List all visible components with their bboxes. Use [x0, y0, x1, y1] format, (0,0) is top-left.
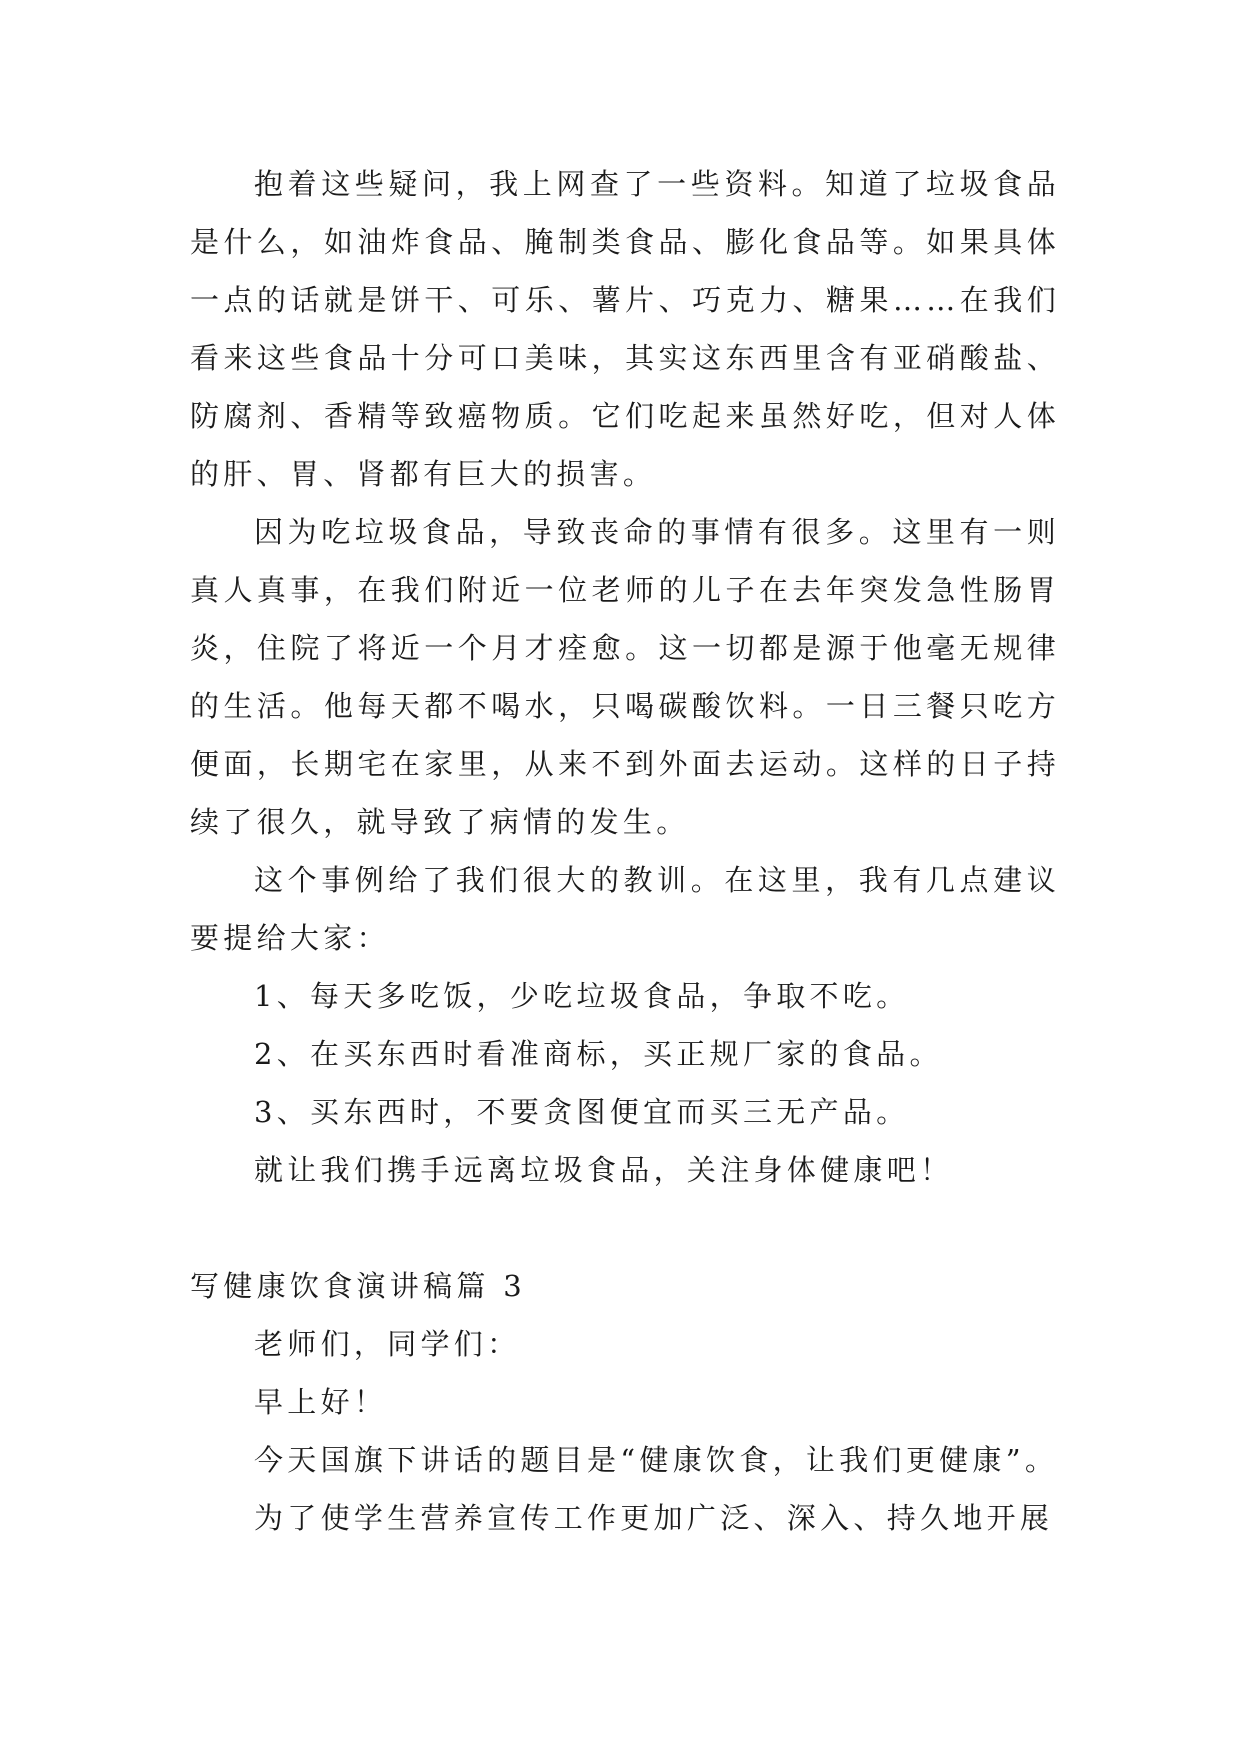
speech-greeting: 老师们，同学们： [254, 1327, 521, 1361]
section-title: 写健康饮食演讲稿篇 3 [190, 1269, 526, 1303]
suggestion-item-1: 1、每天多吃饭，少吃垃圾食品，争取不吃。 [254, 979, 910, 1013]
section-spacer [190, 1199, 1060, 1257]
suggestion-item-2: 2、在买东西时看准商标，买正规厂家的食品。 [254, 1037, 943, 1071]
paragraph-true-story: 因为吃垃圾食品，导致丧命的事情有很多。这里有一则真人真事，在我们附近一位老师的儿子在去年突发急性肠胃炎，住院了将近一个月才痊愈。这一切都是源于他毫无规律的生活。他每天都不喝水，只喝碳酸饮料。一日三餐只吃方便面，长期宅在家里，从来不到外面去运动。这样的日子持续了很久，就导致了病情的发生。 [190, 515, 1060, 839]
suggestion-item-3: 3、买东西时，不要贪图便宜而买三无产品。 [254, 1095, 910, 1129]
speech-topic: 今天国旗下讲话的题目是“健康饮食，让我们更健康”。 [254, 1443, 1059, 1477]
closing-line: 就让我们携手远离垃圾食品，关注身体健康吧！ [254, 1153, 954, 1187]
speech-opening: 为了使学生营养宣传工作更加广泛、深入、持久地开展 [254, 1501, 1054, 1535]
document-body [190, 155, 1060, 1547]
speech-morning: 早上好！ [254, 1385, 388, 1419]
paragraph-suggestions-intro: 这个事例给了我们很大的教训。在这里，我有几点建议要提给大家： [190, 863, 1060, 955]
paragraph-junk-food-research: 抱着这些疑问，我上网查了一些资料。知道了垃圾食品是什么，如油炸食品、腌制类食品、膨化食品等。如果具体一点的话就是饼干、可乐、薯片、巧克力、糖果……在我们看来这些食品十分可口美味，其实这东西里含有亚硝酸盐、防腐剂、香精等致癌物质。它们吃起来虽然好吃，但对人体的肝、胃、肾都有巨大的损害。 [190, 167, 1060, 491]
